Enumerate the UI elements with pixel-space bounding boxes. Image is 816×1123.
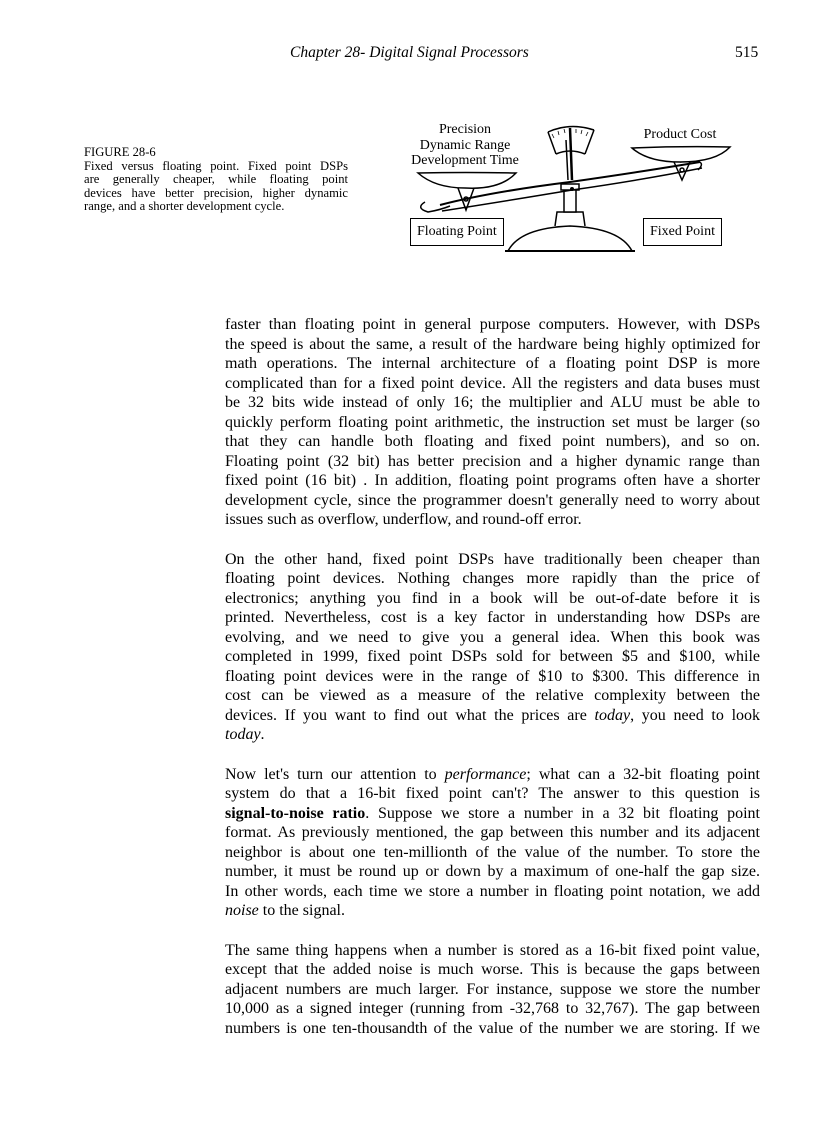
text-segment: devices. If you want to find out what the prices are [225,706,595,724]
text-line: The same thing happens when a number is stored as a 16-bit fixed point value, [225,941,760,959]
text-line: except that the added noise is much worse. This is because the gaps between [225,961,760,979]
text-line: math operations. The internal architecture of a floating point DSP is more [225,355,760,373]
text-line: completed in 1999, fixed point DSPs sold for between $5 and $100, while [225,648,760,666]
bold-term: signal-to-noise ratio [225,804,366,822]
figure-balance-scale [380,110,740,260]
paragraph [225,941,760,1039]
text-line: quickly perform floating point arithmetic, the instruction set must be larger (so [225,413,760,431]
page-number: 515 [735,44,759,61]
figure-number: FIGURE 28-6 [84,145,156,159]
caption-line: Fixed versus floating point. Fixed point DSPs [84,158,348,173]
text-line: 10,000 as a signed integer (running from -32,768 to 32,767). The gap between [225,1000,760,1018]
label-product-cost: Product Cost [643,127,717,142]
fixed-point-box: Fixed Point [643,218,722,246]
italic-term: today [594,706,631,724]
caption-line: devices have better precision, higher dynamic [84,185,348,200]
paragraph [225,315,760,530]
paragraph [225,765,760,921]
text-line: floating point devices. Nothing changes more rapidly than the price of [225,570,760,588]
text-line [225,901,760,921]
text-line: adjacent numbers are much larger. For instance, suppose we store the number [225,980,760,998]
text-line: floating point devices were in the range of $10 to $300. This difference in [225,667,760,685]
text-line: faster than floating point in general purpose computers. However, with DSPs [225,316,760,333]
figure-caption [84,146,348,214]
floating-point-box: Floating Point [410,218,504,246]
text-line: neighbor is about one ten-millionth of the value of the number. To store the [225,843,760,861]
body-text [225,315,760,1058]
text-line: system do that a 16-bit fixed point can't? The answer to this question is [225,785,760,803]
paragraph [225,550,760,745]
text-line: format. As previously mentioned, the gap between this number and its adjacent [225,824,760,842]
text-line: fixed point (16 bit) . In addition, floating point programs often have a shorter [225,472,760,490]
text-line: printed. Nevertheless, cost is a key factor in understanding how DSPs are [225,609,760,627]
text-line: cost can be viewed as a measure of the relative complexity between the [225,687,760,705]
text-line [225,725,760,745]
text-line: number, it must be round up or down by a maximum of one-half the gap size. [225,863,760,881]
text-segment: to the signal. [258,902,345,920]
italic-term: performance [444,765,527,783]
caption-line: are generally cheaper, while floating point [84,172,348,187]
text-line: be 32 bits wide instead of only 16; the multiplier and ALU must be able to [225,394,760,412]
text-line: evolving, and we need to give you a general idea. When this book was [225,628,760,646]
label-development-time: Development Time [411,153,519,168]
text-segment: , you need to look [630,706,761,724]
label-precision: Precision [438,122,492,137]
text-line: electronics; anything you find in a book will be out-of-date before it is [225,589,760,607]
text-line: On the other hand, fixed point DSPs have traditionally been cheaper than [225,550,760,568]
text-line: issues such as overflow, underflow, and round-off error. [225,511,582,529]
label-dynamic-range: Dynamic Range [419,137,511,153]
left-pan-labels [400,122,530,169]
text-line: the speed is about the same, a result of the hardware being highly optimized for [225,335,760,353]
italic-term: noise [225,902,259,920]
text-line [225,804,760,824]
text-line: Floating point (32 bit) has better precision and a higher dynamic range than [225,452,760,470]
caption-line: range, and a shorter development cycle. [84,199,285,214]
text-line: In other words, each time we store a number in floating point notation, we add [225,882,760,900]
text-line: complicated than for a fixed point device. All the registers and data buses must [225,374,760,392]
text-line: that they can handle both floating and fixed point numbers), and so on. [225,433,760,451]
text-segment: . [260,726,265,744]
text-segment: ; what can a 32-bit floating point [526,765,760,783]
text-line [225,765,760,785]
running-header: Chapter 28- Digital Signal Processors [290,44,529,61]
text-line [225,706,760,726]
text-segment: Now let's turn our attention to [225,765,445,783]
text-segment: . Suppose we store a number in a 32 bit floating point [365,804,760,822]
italic-term: today [225,726,261,744]
text-line: development cycle, since the programmer doesn't generally need to worry about [225,491,760,509]
text-line: numbers is one ten-thousandth of the value of the number we are storing. If we [225,1019,760,1037]
